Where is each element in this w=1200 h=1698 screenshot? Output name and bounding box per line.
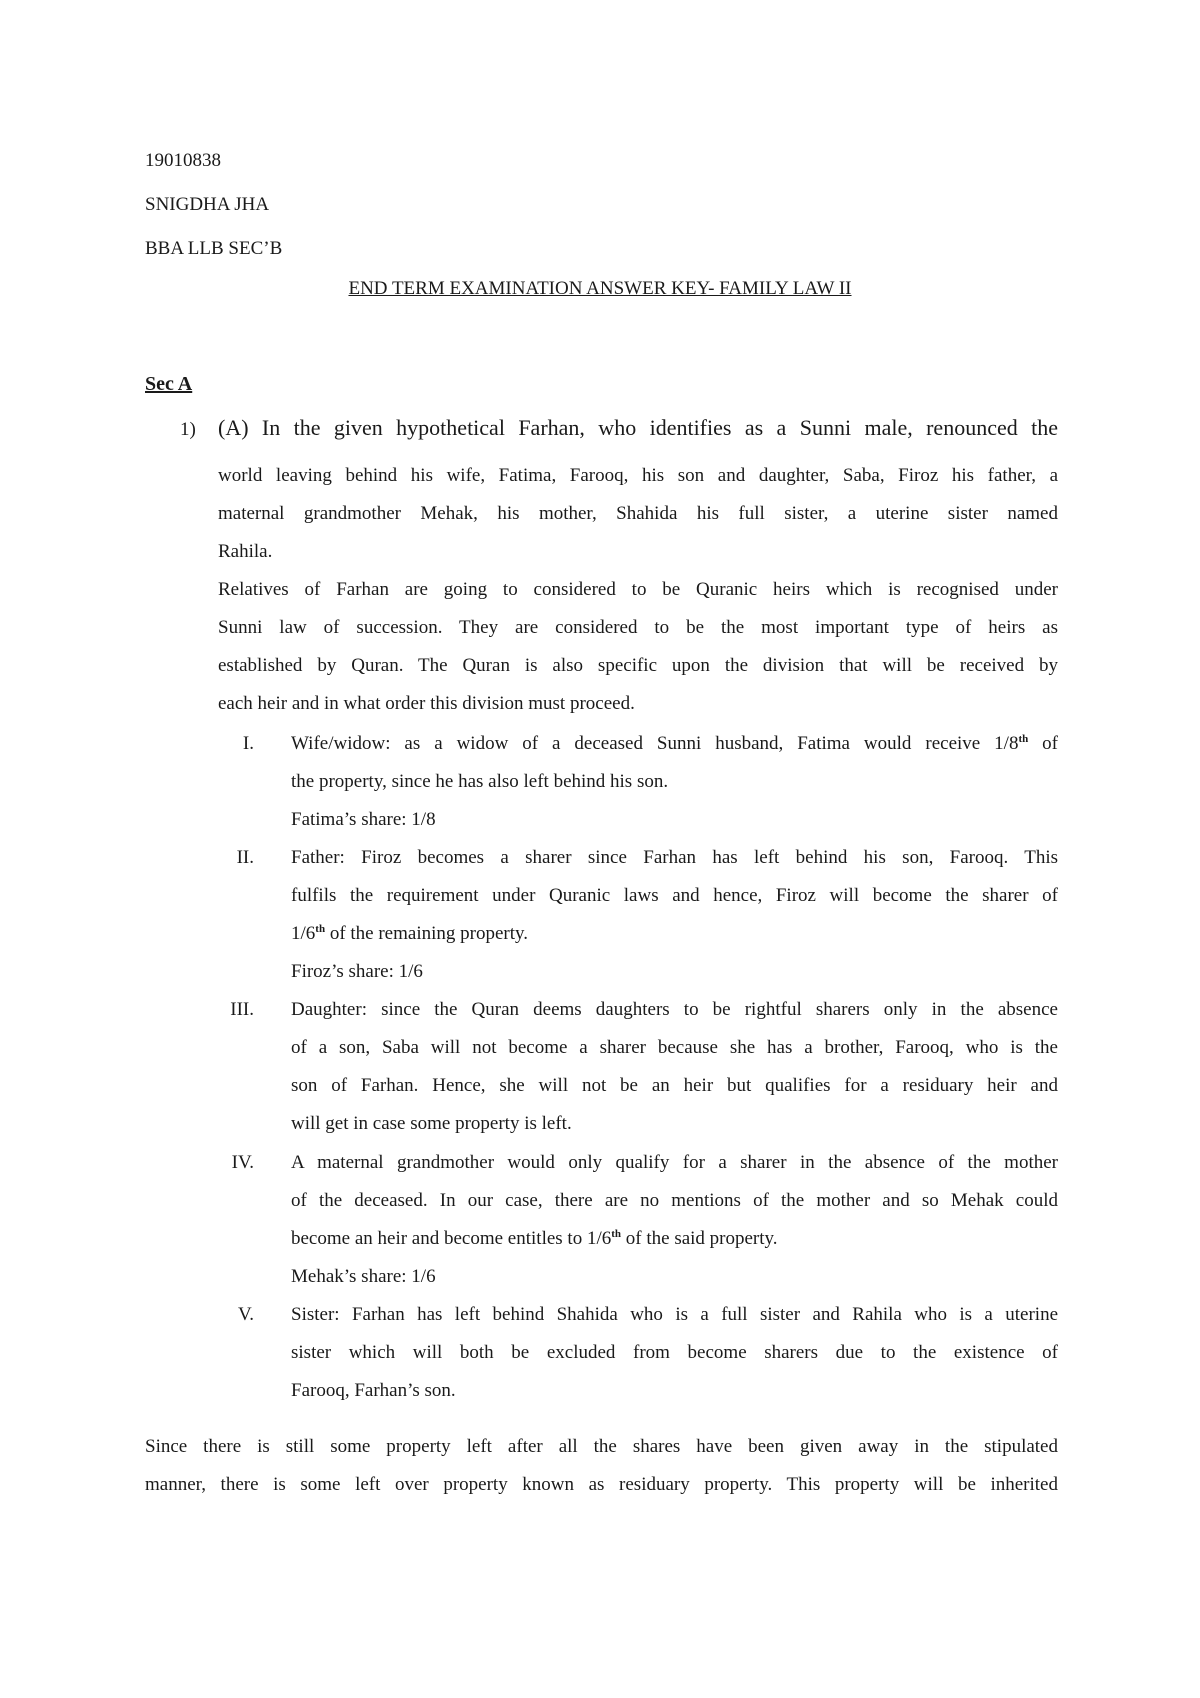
- list-item-line: Wife/widow: as a widow of a deceased Sunni husband, Fatima would receive 1/8th of: [291, 733, 1058, 754]
- closing-line: manner, there is some left over property known as residuary property. This property will be inherited: [145, 1474, 1058, 1495]
- item-numeral: I.: [242, 733, 254, 754]
- item-numeral: IV.: [231, 1152, 254, 1173]
- list-item-line: sister which will both be excluded from become sharers due to the existence of: [291, 1342, 1058, 1363]
- roll-number: 19010838: [145, 150, 221, 171]
- share-line: Firoz’s share: 1/6: [291, 961, 423, 982]
- question-number: 1): [180, 419, 196, 440]
- list-item-line: Sister: Farhan has left behind Shahida who is a full sister and Rahila who is a uterine: [291, 1304, 1058, 1325]
- relatives-line: Sunni law of succession. They are considered to be the most important type of heirs as: [218, 617, 1058, 638]
- question-first-line: (A) In the given hypothetical Farhan, who identifies as a Sunni male, renounced the: [218, 415, 1058, 440]
- list-item-line: A maternal grandmother would only qualify for a sharer in the absence of the mother: [291, 1152, 1058, 1173]
- list-item-line: of the deceased. In our case, there are no mentions of the mother and so Mehak could: [291, 1190, 1058, 1211]
- list-item-line: the property, since he has also left behind his son.: [291, 771, 669, 792]
- intro-line: Rahila.: [218, 541, 273, 562]
- list-item-line: Farooq, Farhan’s son.: [291, 1380, 456, 1401]
- share-line: Fatima’s share: 1/8: [291, 809, 436, 830]
- list-item-line: of a son, Saba will not become a sharer because she has a brother, Farooq, who is the: [291, 1037, 1058, 1058]
- closing-line: Since there is still some property left after all the shares have been given away in the stipulated: [145, 1436, 1058, 1457]
- relatives-line: Relatives of Farhan are going to considered to be Quranic heirs which is recognised under: [218, 579, 1058, 600]
- list-item-line: son of Farhan. Hence, she will not be an heir but qualifies for a residuary heir and: [291, 1075, 1058, 1096]
- item-numeral: II.: [236, 847, 254, 868]
- list-item-line: 1/6th of the remaining property.: [291, 923, 529, 944]
- relatives-line: each heir and in what order this division must proceed.: [218, 693, 635, 714]
- list-item-line: will get in case some property is left.: [291, 1113, 572, 1134]
- relatives-line: established by Quran. The Quran is also specific upon the division that will be received by: [218, 655, 1058, 676]
- course-section: BBA LLB SEC’B: [145, 238, 283, 259]
- intro-line: world leaving behind his wife, Fatima, Farooq, his son and daughter, Saba, Firoz his father, a: [218, 465, 1058, 486]
- student-name: SNIGDHA JHA: [145, 194, 270, 215]
- item-numeral: III.: [230, 999, 254, 1020]
- list-item-line: fulfils the requirement under Quranic laws and hence, Firoz will become the sharer of: [291, 885, 1058, 906]
- list-item-line: Father: Firoz becomes a sharer since Farhan has left behind his son, Farooq. This: [291, 847, 1058, 868]
- share-line: Mehak’s share: 1/6: [291, 1266, 436, 1287]
- list-item-line: become an heir and become entitles to 1/6th of the said property.: [291, 1228, 778, 1249]
- intro-line: maternal grandmother Mehak, his mother, Shahida his full sister, a uterine sister named: [218, 503, 1058, 524]
- section-heading: Sec A: [145, 373, 193, 395]
- document-title: END TERM EXAMINATION ANSWER KEY- FAMILY LAW II: [348, 278, 852, 299]
- item-numeral: V.: [237, 1304, 254, 1325]
- list-item-line: Daughter: since the Quran deems daughters to be rightful sharers only in the absence: [291, 999, 1058, 1020]
